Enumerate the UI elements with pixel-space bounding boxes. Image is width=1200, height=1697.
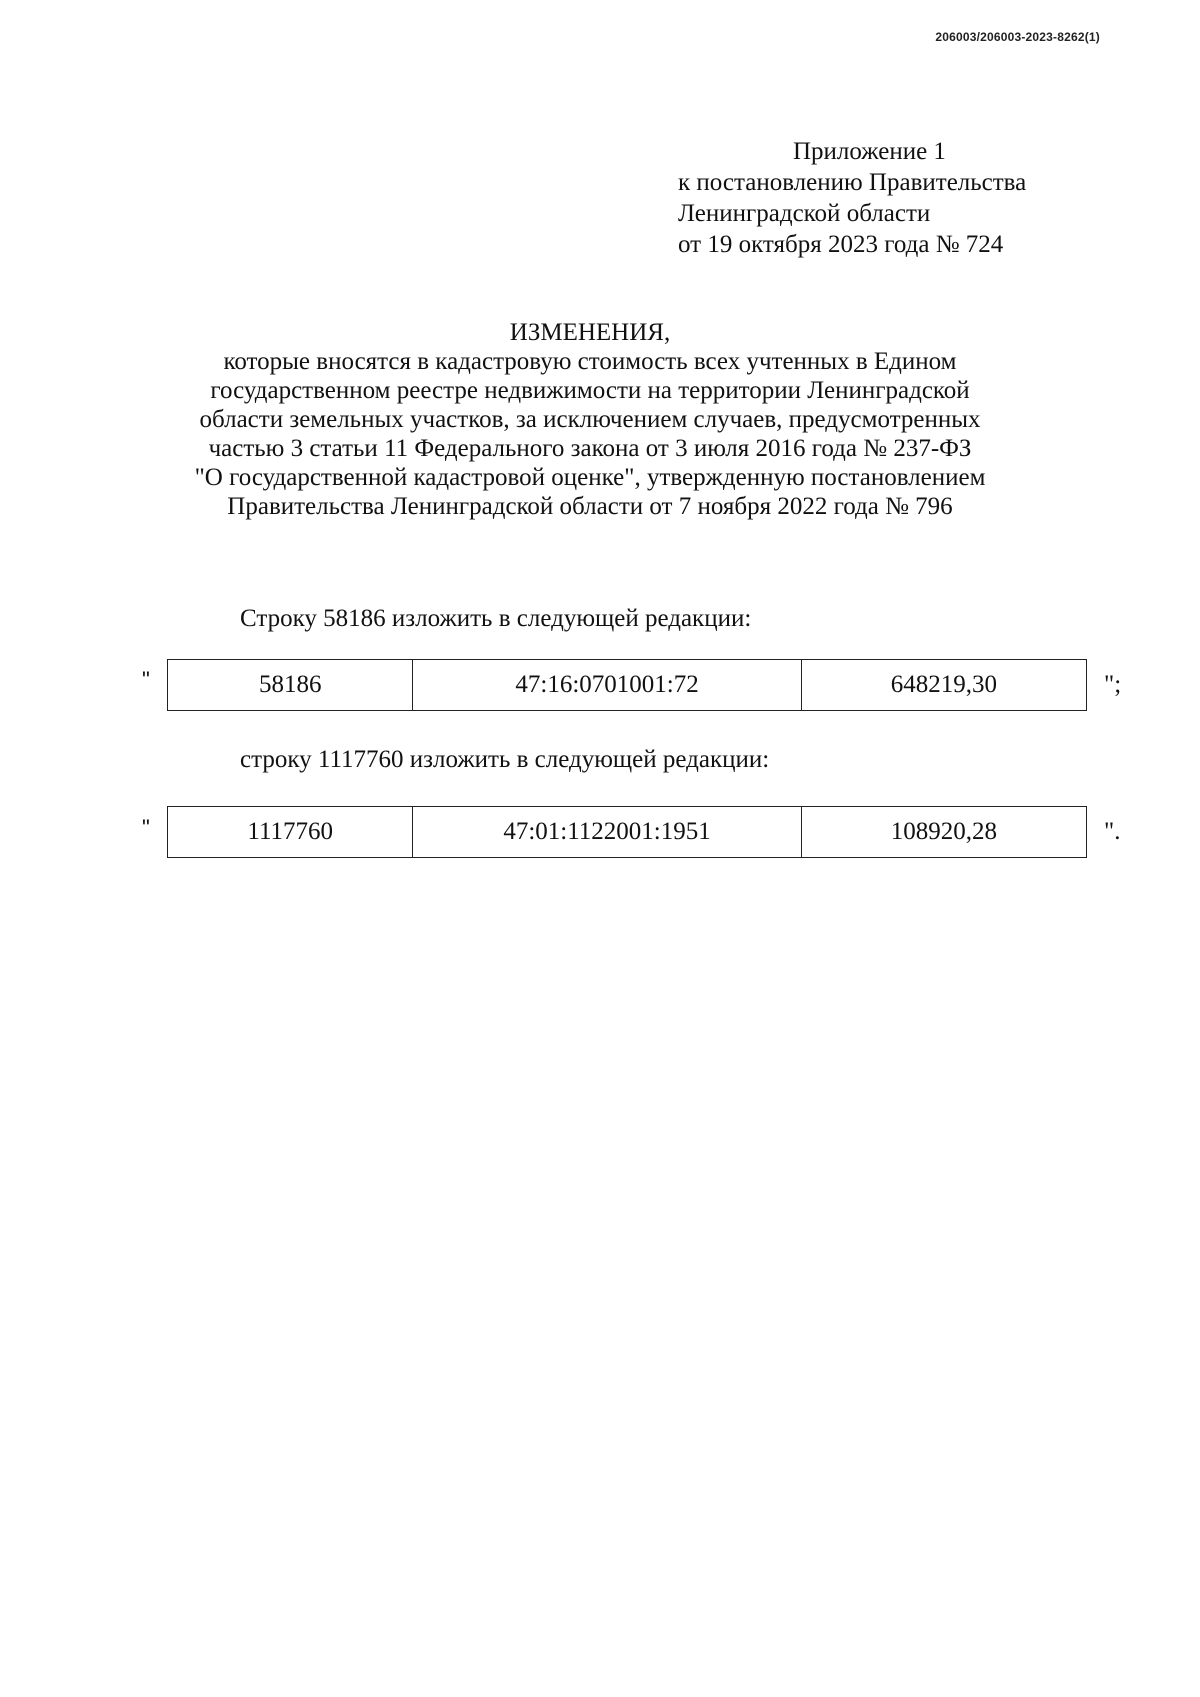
row-number-cell: 58186 bbox=[168, 660, 413, 710]
title-line: которые вносятся в кадастровую стоимость всех учтенных в Едином bbox=[223, 348, 957, 375]
appendix-line-1: Приложение 1 bbox=[793, 138, 946, 165]
amendment-table-1 bbox=[167, 659, 1087, 711]
document-id: 206003/206003-2023-8262(1) bbox=[935, 30, 1100, 44]
cadastral-number-cell: 47:01:1122001:1951 bbox=[413, 807, 801, 857]
closing-mark: ". bbox=[1104, 818, 1121, 845]
title-line: государственном реестре недвижимости на территории Ленинградской bbox=[210, 377, 970, 404]
appendix-line-4: от 19 октября 2023 года № 724 bbox=[678, 231, 1004, 258]
amendment-instruction-2: строку 1117760 изложить в следующей редакции: bbox=[240, 746, 770, 773]
appendix-reference bbox=[678, 136, 1026, 260]
title-line: частью 3 статьи 11 Федерального закона от 3 июля 2016 года № 237-ФЗ bbox=[208, 435, 972, 462]
appendix-line-3: Ленинградской области bbox=[678, 200, 931, 227]
opening-quote: " bbox=[142, 815, 150, 840]
cadastral-value-cell: 648219,30 bbox=[890, 671, 997, 698]
title-line: "О государственной кадастровой оценке", утвержденную постановлением bbox=[194, 464, 986, 491]
opening-quote: " bbox=[142, 667, 150, 692]
title-line: Правительства Ленинградской области от 7 ноября 2022 года № 796 bbox=[227, 493, 953, 520]
row-number-cell: 1117760 bbox=[168, 807, 413, 857]
title-heading: ИЗМЕНЕНИЯ, bbox=[509, 319, 671, 346]
amendment-instruction-1: Строку 58186 изложить в следующей редакции: bbox=[240, 605, 752, 632]
amendment-table-2 bbox=[167, 806, 1087, 858]
appendix-line-2: к постановлению Правительства bbox=[678, 169, 1027, 196]
cadastral-number-cell: 47:16:0701001:72 bbox=[413, 660, 801, 710]
document-title bbox=[140, 318, 1040, 521]
cadastral-value-cell: 108920,28 bbox=[890, 818, 997, 845]
closing-mark: "; bbox=[1104, 671, 1122, 698]
title-line: области земельных участков, за исключением случаев, предусмотренных bbox=[199, 406, 981, 433]
